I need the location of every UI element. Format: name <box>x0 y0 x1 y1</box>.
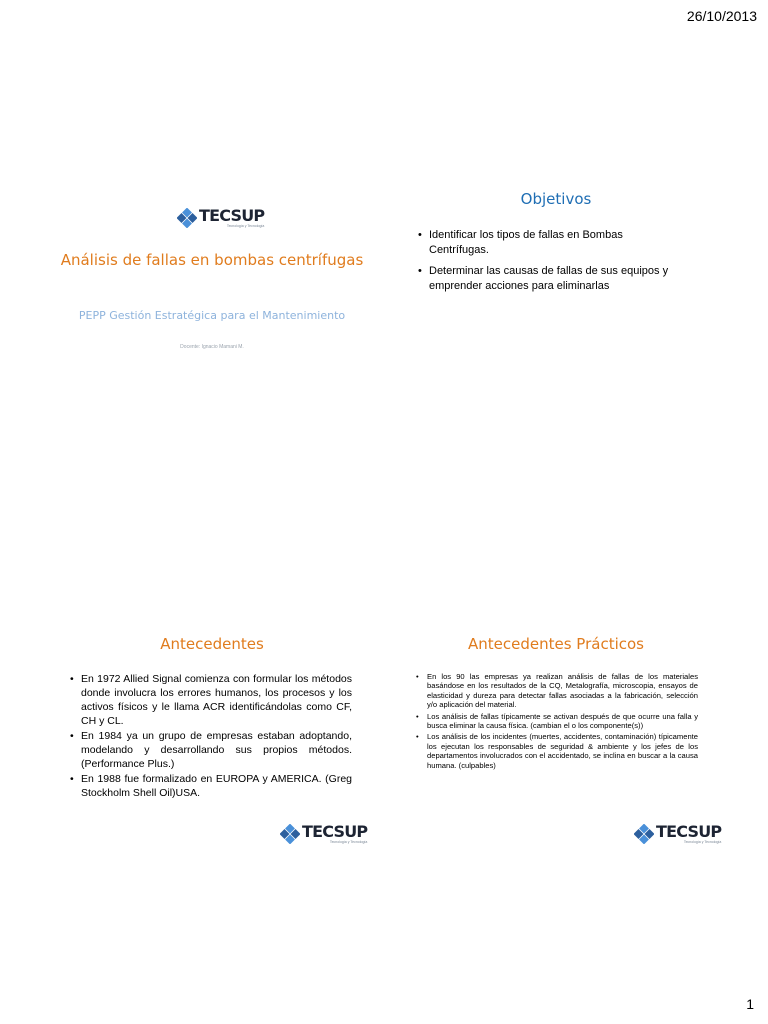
logo-tagline: Tecnología y Tecnología <box>683 840 722 844</box>
list-item: • Los análisis de los incidentes (muertes, accidentes, contaminación) típicamente los ejecutan los responsables de seguridad & ambiente y los jefes de los departamentos involucrados con el accidentado, se inclina en buscar a la causa humana. (culpables) <box>416 732 698 770</box>
presentation-title: Análisis de fallas en bombas centrífugas <box>60 251 364 269</box>
slide-heading: Objetivos <box>520 190 592 208</box>
tecsup-logo-icon <box>280 824 300 844</box>
list-item: • Determinar las causas de fallas de sus equipos y emprender acciones para eliminarlas <box>418 264 678 294</box>
tecsup-logo <box>634 824 721 845</box>
logo-wordmark: TECSUP <box>302 822 368 841</box>
list-item: • En 1988 fue formalizado en EUROPA y AMERICA. (Greg Stockholm Shell Oil)USA. <box>70 772 352 800</box>
list-item: • Identificar los tipos de fallas en Bombas Centrífugas. <box>418 228 678 258</box>
document-date: 26/10/2013 <box>686 8 757 24</box>
page-number: 1 <box>746 996 754 1012</box>
tecsup-logo-icon <box>634 824 654 844</box>
logo-tagline: Tecnología y Tecnología <box>329 840 368 844</box>
list-item: • Los análisis de fallas típicamente se activan después de que ocurre una falla y busca eliminar la causa física. (cambian el o los componente(s)) <box>416 712 698 731</box>
list-item: • En 1972 Allied Signal comienza con formular los métodos donde involucra los errores humanos, los procesos y los activos físicos y le llama ACR identificándolas como CF, CH y CL. <box>70 672 352 728</box>
logo-wordmark: TECSUP <box>199 206 265 225</box>
bullet-list <box>418 228 678 300</box>
slide-heading: Antecedentes Prácticos <box>468 635 644 653</box>
tecsup-logo <box>280 824 367 845</box>
presenter-name: Docente: Ignacio Mamani M. <box>180 344 244 350</box>
slide-antecedentes <box>52 612 372 852</box>
slide-heading: Antecedentes <box>160 635 264 653</box>
list-item: • En los 90 las empresas ya realizan análisis de fallas de los materiales basándose en los resultados de la CQ, Metalografía, microscopia, ensayos de elasticidad y dureza para detectar fallas asociadas a la fabricación, selección y/o aplicación del material. <box>416 672 698 710</box>
logo-wordmark: TECSUP <box>656 822 722 841</box>
presentation-subtitle: PEPP Gestión Estratégica para el Mantenimiento <box>78 309 346 322</box>
slide-antecedentes-practicos <box>396 612 722 852</box>
tecsup-logo <box>177 208 264 229</box>
slide-title-page <box>52 172 372 412</box>
slide-objetivos <box>396 172 716 412</box>
list-item: • En 1984 ya un grupo de empresas estaban adoptando, modelando y desarrollando sus propios métodos. (Performance Plus.) <box>70 729 352 771</box>
tecsup-logo-icon <box>177 208 197 228</box>
logo-tagline: Tecnología y Tecnología <box>226 224 265 228</box>
bullet-list <box>70 672 352 801</box>
bullet-list <box>416 672 698 772</box>
